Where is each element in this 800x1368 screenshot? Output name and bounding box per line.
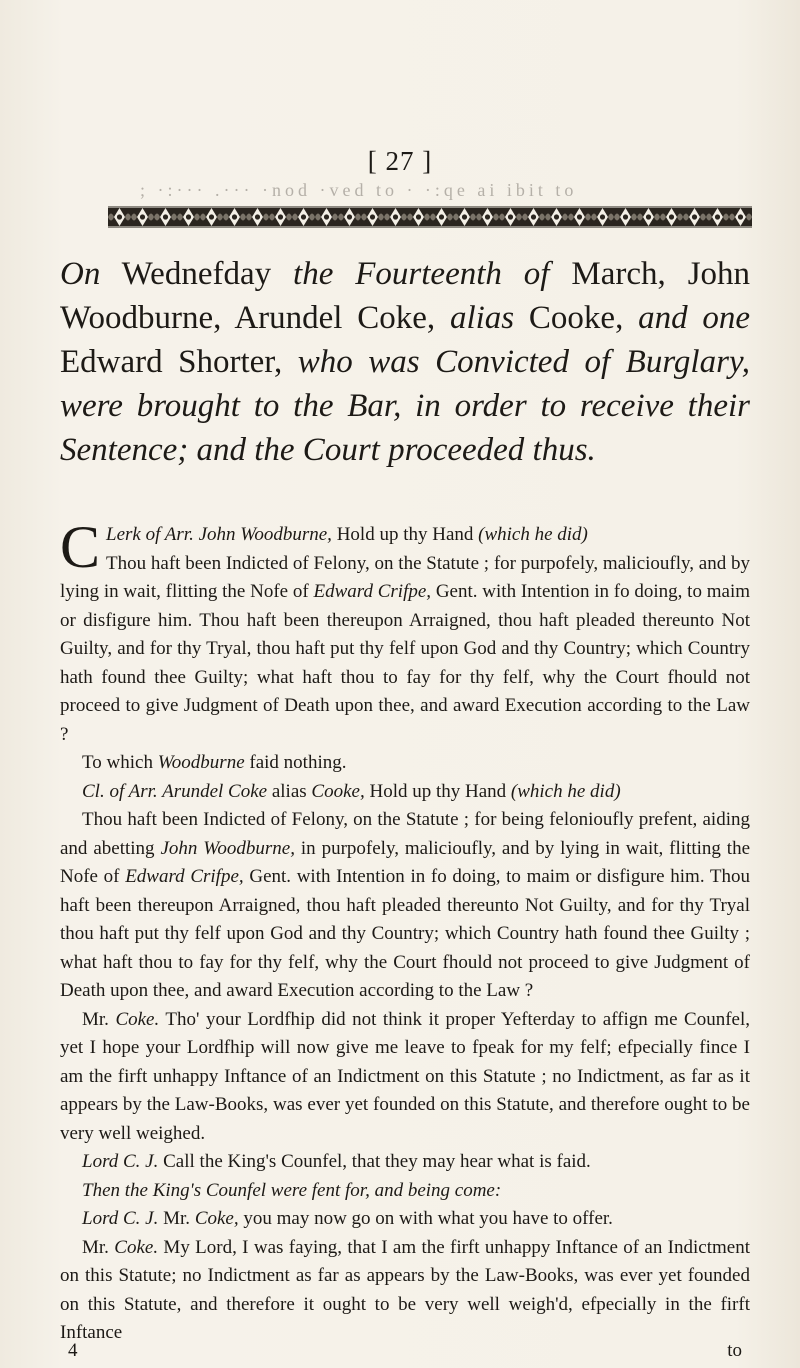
paragraph-stage-direction: Then the King's Counfel were fent for, and being come: <box>82 1179 502 1201</box>
bleed-through-text: ; ·:··· .··· ·nod ·ved to · ·:qe ai ibit to <box>140 180 578 200</box>
signature-mark: 4 <box>68 1340 78 1361</box>
paragraph-woodburne-silent: To which Woodburne faid nothing. <box>82 752 347 773</box>
paragraph-indictment-woodburne: Thou haft been Indicted of Felony, on the Statute ; for purpofely, malicioufly, and by lying in wait, flitting the Nofe of Edward Crifpe, Gent. with Intention in fo doing, to maim or disfigure him. Thou haft been thereupon Arraigned, thou haft pleaded thereunto Not Guilty, and for thy Tryal, thou haft put thy felf upon God and thy Country; which Country hath found thee Guilty; what haft thou to fay for thy felf, why the Court fhould not proceed to give Judgment of Death upon thee, and award Execution according to the Law ? <box>60 552 751 745</box>
paragraph-clerk-coke: Cl. of Arr. Arundel Coke alias Cooke, Hold up thy Hand (which he did) <box>82 780 621 802</box>
section-heading: On Wednefday the Fourteenth of March, John Woodburne, Arundel Coke, alias Cooke, and one Edward Shorter, who was Convicted of Burglary, were brought to the Bar, in order to receive their Sentence; and the Court proceeded thus. <box>60 256 751 468</box>
ornament-band <box>108 206 752 228</box>
paragraph-indictment-coke: Thou haft been Indicted of Felony, on the Statute ; for being felonioufly prefent, aiding and abetting John Woodburne, in purpofely, malicioufly, and by lying in wait, flitting the Nofe of Edward Crifpe, Gent. with Intention in fo doing, to maim or disfigure him. Thou haft been thereupon Arraigned, thou haft pleaded thereunto Not Guilty, and for thy Tryal thou haft put thy felf upon God and thy Country; which Country hath found thee Guilty ; what haft thou to fay for thy felf, why the Court fhould not proceed to give Judgment of Death upon thee, and award Execution according to the Law ? <box>60 809 751 1001</box>
catchword: to <box>727 1340 742 1361</box>
drop-cap: C <box>60 514 101 580</box>
paragraph-coke-continues: Mr. Coke. My Lord, I was faying, that I am the firft unhappy Inftance of an Indictment on this Statute; no Indictment as far as appears by the Law-Books, was ever yet founded on this Statute, and therefore it ought to be very well weigh'd, efpecially in the firft Inftance <box>60 1236 750 1343</box>
page-number: [ 27 ] <box>367 146 433 176</box>
paragraph-clerk-woodburne: C Lerk of Arr. John Woodburne, Hold up thy Hand (which he did) <box>60 514 588 580</box>
paragraph-lord-cj-proceed: Lord C. J. Mr. Coke, you may now go on with what you have to offer. <box>82 1208 613 1229</box>
paragraph-coke-plea: Mr. Coke. Tho' your Lordfhip did not think it proper Yefterday to affign me Counfel, yet I hope your Lordfhip will now give me leave to fpeak for my felf; efpecially fince I am the firft unhappy Inftance of an Indictment on this Statute ; no Indictment, as far as it appears by the Law-Books, was ever yet founded on this Statute, and therefore ought to be very well weighed. <box>60 1008 750 1144</box>
page-footer <box>0 1340 800 1364</box>
paragraph-lord-cj-counsel: Lord C. J. Call the King's Counfel, that they may hear what is faid. <box>82 1151 591 1172</box>
page-body <box>60 514 751 1348</box>
